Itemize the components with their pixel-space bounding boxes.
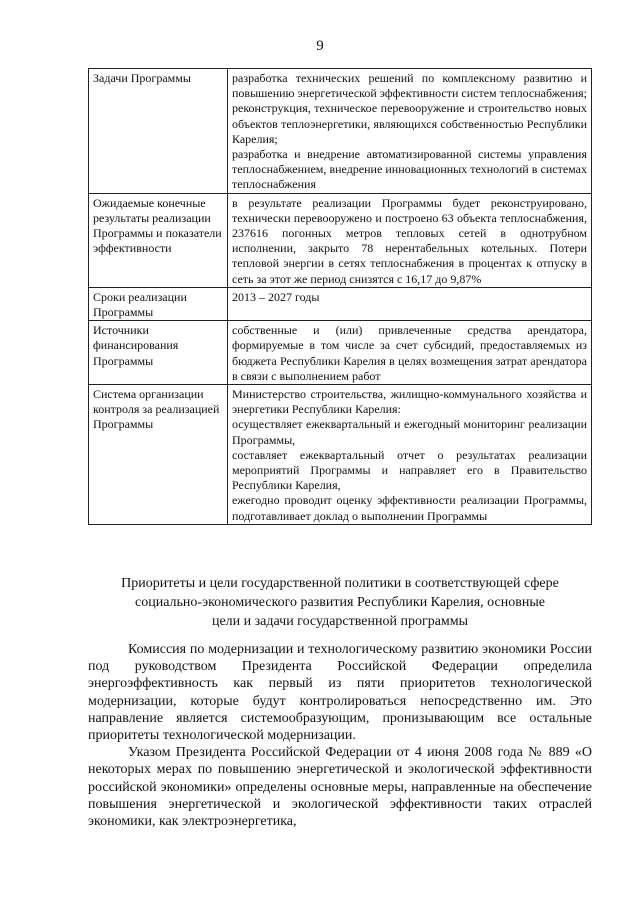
table-row-funding	[89, 321, 592, 385]
row-label: Задачи Программы	[89, 69, 228, 194]
row-label: Сроки реализации Программы	[89, 287, 228, 320]
row-label: Источники финансирования Программы	[89, 321, 228, 385]
section-heading	[88, 574, 592, 631]
value-paragraph: собственные и (или) привлеченные средства арендатора, формируемые в том числе за счет субсидий, предоставляемых из бюджета Республики Карелия в целях возмещения затрат арендатора в связи с выполнением работ	[232, 323, 587, 383]
section-heading-line: Приоритеты и цели государственной политики в соответствующей сфере	[121, 576, 559, 591]
value-paragraph: в результате реализации Программы будет реконструировано, технически перевооружено и построено 63 объекта теплоснабжения, 237616 погонных метров тепловых сетей в однотрубном исполнении, закрыто 78 нерентабельных котельных. Потери тепловой энергии в сетях теплоснабжения в процентах к отпуску в сеть за этот же период снизятся с 16,17 до 9,87%	[232, 195, 587, 286]
value-paragraph: Министерство строительства, жилищно-коммунального хозяйства и энергетики Республики Карелия:	[232, 387, 587, 417]
program-passport-table	[88, 68, 592, 525]
row-value	[228, 321, 592, 385]
body-text	[88, 641, 592, 830]
row-value	[228, 193, 592, 287]
table-row-control-system	[89, 385, 592, 525]
row-value	[228, 385, 592, 525]
section-heading-line: цели и задачи государственной программы	[211, 614, 469, 629]
value-paragraph: 2013 – 2027 годы	[232, 289, 320, 304]
table-row-tasks	[89, 69, 592, 194]
body-paragraph: Указом Президента Российской Федерации от 4 июня 2008 года № 889 «О некоторых мерах по повышению энергетической и экологической эффективности российской экономики» определены основные меры, направленные на обеспечение повышения энергетической и экологической эффективности таких отраслей экономики, как электроэнергетика,	[88, 745, 592, 830]
table-row-timeframe	[89, 287, 592, 320]
value-paragraph: ежегодно проводит оценку эффективности реализации Программы, подготавливает доклад о выполнении Программы	[232, 493, 587, 523]
table-row-expected-results	[89, 193, 592, 287]
value-paragraph: осуществляет ежеквартальный и ежегодный мониторинг реализации Программы,	[232, 417, 587, 447]
row-value	[228, 69, 592, 194]
row-label: Ожидаемые конечные результаты реализации Программы и показатели эффективности	[89, 193, 228, 287]
section-heading-line: социально-экономического развития Республики Карелия, основные	[135, 595, 545, 610]
value-paragraph: реконструкция, техническое перевооружение и строительство новых объектов теплоэнергетики, являющихся собственностью Республики Карелия;	[232, 101, 587, 146]
row-label: Система организации контроля за реализацией Программы	[89, 385, 228, 525]
page-number: 9	[316, 38, 324, 54]
body-paragraph: Комиссия по модернизации и технологическому развитию экономики России под руководством Президента Российской Федерации определила энергоэффективность как первый из пяти приоритетов технологической модернизации, которые будут контролироваться непосредственно им. Это направление является системообразующим, пронизывающим все остальные приоритеты технологической модернизации.	[88, 642, 592, 744]
row-value	[228, 287, 592, 320]
value-paragraph: составляет ежеквартальный отчет о результатах реализации мероприятий Программы и направляет его в Правительство Республики Карелия,	[232, 447, 587, 493]
value-paragraph: разработка технических решений по комплексному развитию и повышению энергетической эффективности систем теплоснабжения;	[232, 71, 587, 101]
value-paragraph: разработка и внедрение автоматизированной системы управления теплоснабжением, внедрение инновационных технологий в системах теплоснабжения	[232, 147, 587, 192]
